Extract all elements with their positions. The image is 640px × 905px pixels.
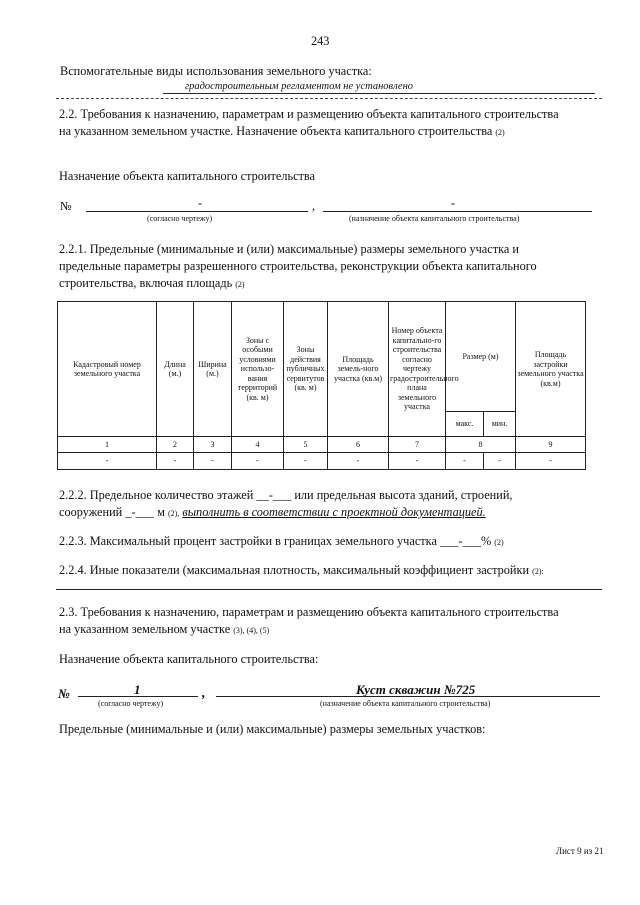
s222-line1: 2.2.2. Предельное количество этажей __-___ или предельная высота зданий, строений,	[59, 488, 513, 502]
table-cell: 2	[157, 437, 194, 453]
table-cell: 3	[194, 437, 232, 453]
table-cell: -	[389, 453, 446, 470]
s224-note: (2):	[532, 567, 544, 576]
th-length: Длина (м.)	[157, 302, 194, 437]
s23-note: (3), (4), (5)	[233, 626, 270, 635]
s23-number-line	[78, 696, 198, 697]
s22-number-line	[86, 211, 308, 212]
s22-number-value: -	[198, 196, 203, 210]
table-cell: 5	[284, 437, 328, 453]
s22-comma: ,	[312, 199, 316, 213]
s22-note: (2)	[495, 128, 505, 137]
s23-comma: ,	[202, 686, 206, 701]
th-cadastral: Кадастровый номер земельного участка	[58, 302, 157, 437]
s22-purpose-line	[323, 211, 592, 212]
parameters-table	[57, 301, 586, 470]
table-cell: -	[232, 453, 284, 470]
table-cell: -	[284, 453, 328, 470]
limits-label: Предельные (минимальные и (или) максимальные) размеры земельных участков:	[59, 722, 486, 736]
s23-purpose-line	[216, 696, 600, 697]
table-cell: -	[328, 453, 389, 470]
s23-purpose-value: Куст скважин №725	[356, 682, 476, 697]
s223-text: 2.2.3. Максимальный процент застройки в границах земельного участка ___-___% (2)	[59, 534, 504, 548]
s223-note: (2)	[494, 538, 504, 547]
table-cell: -	[516, 453, 586, 470]
table-cell: -	[194, 453, 232, 470]
aux-uses-value: градостроительным регламентом не установлено	[185, 81, 414, 92]
s22-purpose-label: Назначение объекта капитального строительства	[59, 169, 316, 183]
s221-note: (2)	[235, 280, 245, 289]
table-cell: 8	[446, 437, 516, 453]
table-cell: -	[446, 453, 484, 470]
s23-number-caption: (согласно чертежу)	[98, 699, 164, 708]
table-row	[58, 453, 586, 470]
s221-line2: предельные параметры разрешенного строительства, реконструкции объекта капитального	[59, 259, 537, 273]
s22-purpose-value: -	[451, 196, 456, 210]
s222-note: (2),	[167, 509, 180, 518]
th-size-max: макс.	[446, 412, 484, 437]
th-zones-special: Зоны с особыми условиями использо-вания территорий (кв. м)	[232, 302, 284, 437]
th-zones-servitude: Зоны действия публичных сервитутов (кв. м)	[284, 302, 328, 437]
table-cell: 1	[58, 437, 157, 453]
table-cell: -	[157, 453, 194, 470]
page-number: 243	[311, 34, 330, 48]
th-area: Площадь земель-ного участка (кв.м)	[328, 302, 389, 437]
s23-purpose-label: Назначение объекта капитального строительства:	[59, 652, 319, 666]
s23-number-value: 1	[134, 682, 141, 697]
sheet-counter: Лист 9 из 21	[556, 846, 604, 856]
table-cell: -	[58, 453, 157, 470]
s23-number-sign: №	[58, 686, 70, 701]
s22-number-caption: (согласно чертежу)	[147, 214, 213, 223]
s22-purpose-caption: (назначение объекта капитального строительства)	[349, 214, 520, 223]
table-cell: 7	[389, 437, 446, 453]
s22-line1: 2.2. Требования к назначению, параметрам и размещению объекта капитального строительства	[59, 107, 559, 121]
s222-instruction: выполнить в соответствии с проектной документацией.	[182, 505, 486, 519]
s221-line1: 2.2.1. Предельные (минимальные и (или) максимальные) размеры земельного участка и	[59, 242, 519, 256]
s222-line2: сооружений _-___ м (2), выполнить в соответствии с проектной документацией.	[59, 505, 486, 519]
th-size: Размер (м)	[446, 302, 516, 412]
s224-text: 2.2.4. Иные показатели (максимальная плотность, максимальный коэффициент застройки (2):	[59, 563, 544, 577]
th-size-min: мин.	[484, 412, 516, 437]
table-cell: 9	[516, 437, 586, 453]
table-number-row	[58, 437, 586, 453]
th-object-number: Номер объекта капитально-го строительства согласно чертежу градостроительного плана земельного участка	[389, 302, 446, 437]
s221-line3: строительства, включая площадь (2)	[59, 276, 245, 290]
table-cell: 4	[232, 437, 284, 453]
table-cell: 6	[328, 437, 389, 453]
th-width: Ширина (м.)	[194, 302, 232, 437]
aux-uses-label: Вспомогательные виды использования земельного участка:	[60, 64, 372, 78]
s22-number-sign: №	[60, 199, 72, 213]
section-divider	[56, 98, 602, 99]
aux-uses-underline	[163, 93, 595, 94]
th-built-area: Площадь застройки земельного участка (кв.м)	[516, 302, 586, 437]
table-cell: -	[484, 453, 516, 470]
s23-purpose-caption: (назначение объекта капитального строительства)	[320, 699, 491, 708]
s23-line1: 2.3. Требования к назначению, параметрам и размещению объекта капитального строительства	[59, 605, 559, 619]
s23-line2: на указанном земельном участке (3), (4), (5)	[59, 622, 270, 636]
s224-line	[56, 589, 602, 590]
s22-line2: на указанном земельном участке. Назначение объекта капитального строительства (2)	[59, 124, 505, 138]
